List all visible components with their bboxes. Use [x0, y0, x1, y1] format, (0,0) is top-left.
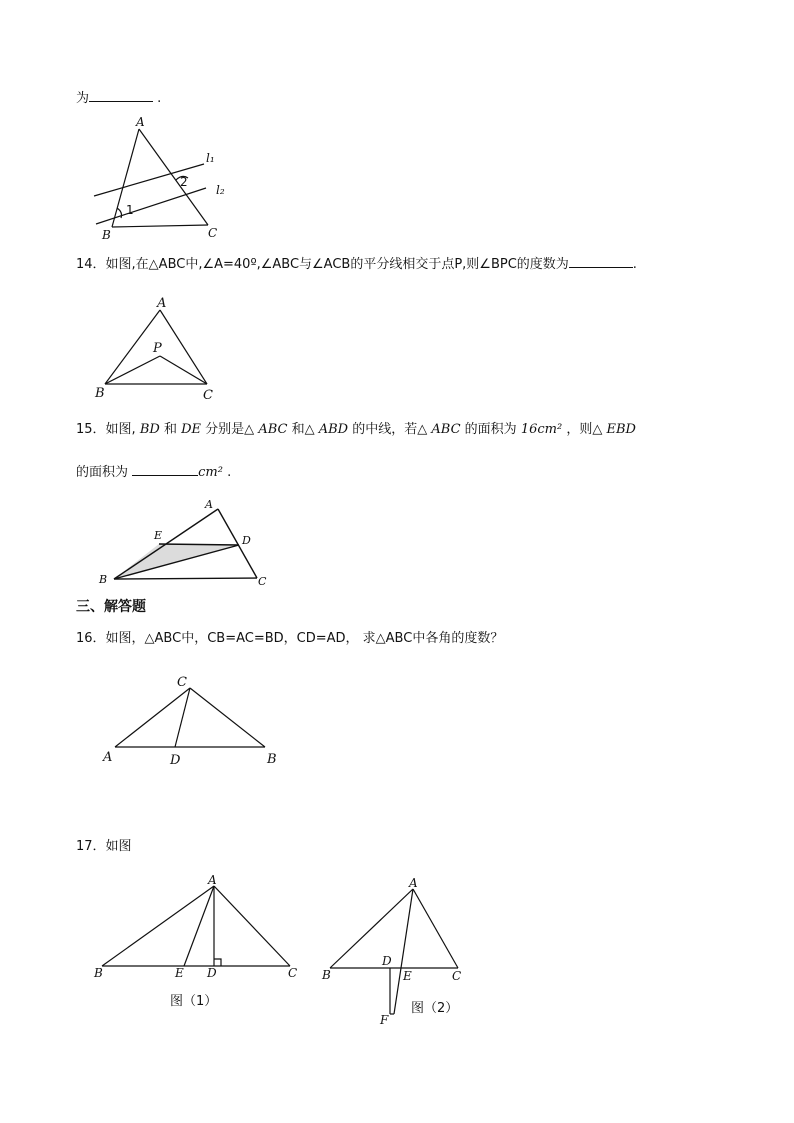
q13-line-l2 — [96, 188, 206, 224]
q15-line2-prefix: 的面积为 — [76, 465, 129, 480]
q17-figure-1 — [90, 873, 310, 983]
q15-median-de — [159, 544, 239, 545]
q14-text: 14．如图,在△ABC中,∠A=40º,∠ABC与∠ACB的平分线相交于点P,则∠BPC的度数为 — [76, 257, 569, 272]
q17f1-segment-ae — [184, 886, 214, 966]
q14-side-ac — [160, 310, 207, 384]
q15-question — [76, 421, 636, 439]
q13-suffix: . — [157, 91, 162, 106]
q14-question — [76, 255, 637, 274]
q15-label-d: D — [242, 534, 251, 547]
q16-figure — [100, 672, 300, 772]
q16-segment-cd — [175, 688, 190, 747]
q13-answer-blank[interactable] — [89, 89, 153, 102]
q17-figure-1-caption: 图（1） — [170, 994, 218, 1009]
q17f1-label-d: D — [207, 966, 217, 980]
q17f2-label-f: F — [380, 1013, 389, 1027]
q17f1-label-b: B — [94, 966, 103, 980]
q13-figure — [90, 112, 320, 242]
q13-label-a: A — [136, 115, 145, 129]
q17f1-label-e: E — [175, 966, 184, 980]
q17f2-label-d: D — [382, 954, 392, 968]
q16-label-c: C — [177, 675, 187, 690]
q14-answer-blank[interactable] — [569, 255, 633, 268]
q15-text-5: 的中线，若△ — [352, 422, 428, 437]
q15-math-abc: ABC — [258, 422, 288, 437]
q17f1-side-ac — [214, 886, 290, 966]
q17f2-label-c: C — [452, 969, 462, 983]
q15-math-ebd: EBD — [606, 422, 636, 437]
q15-math-bd: BD — [139, 422, 160, 437]
q13-label-l1: l₁ — [206, 151, 215, 165]
q15-side-bc — [114, 578, 257, 579]
q16-label-b: B — [267, 752, 277, 767]
q13-label-b: B — [102, 228, 111, 242]
q15-area-value: 16cm² — [520, 422, 563, 437]
q15-text-7: ，则△ — [566, 422, 603, 437]
q17f1-right-angle-mark — [214, 959, 221, 966]
q14-figure — [92, 296, 232, 406]
q17f2-label-e: E — [403, 969, 412, 983]
q15-text-1: 15．如图, — [76, 422, 136, 437]
q15-text-6: 的面积为 — [464, 422, 517, 437]
q15-side-ac — [218, 509, 257, 578]
q17f2-label-b: B — [322, 968, 331, 982]
q15-unit: cm² — [198, 465, 223, 480]
q14-label-b: B — [95, 386, 105, 401]
q14-segment-cp — [160, 356, 207, 384]
q17-figure-2-caption: 图（2） — [411, 1001, 459, 1016]
q17f1-side-ab — [102, 886, 214, 966]
q15-text-4: 和△ — [291, 422, 315, 437]
q14-suffix: . — [632, 257, 637, 272]
q13-label-angle2: 2 — [180, 175, 188, 189]
q14-label-p: P — [153, 341, 162, 356]
q15-figure — [96, 497, 276, 592]
q17f1-label-c: C — [288, 966, 298, 980]
q15-label-a: A — [205, 498, 213, 511]
q14-label-a: A — [157, 296, 167, 311]
q16-side-ac — [115, 688, 190, 747]
q15-math-abc-2: ABC — [431, 422, 461, 437]
q16-label-a: A — [103, 750, 113, 765]
q15-label-e: E — [154, 529, 163, 542]
q15-text-3: 分别是△ — [205, 422, 255, 437]
q13-answer-line — [76, 89, 161, 108]
q17f2-label-a: A — [409, 876, 418, 890]
q13-label-l2: l₂ — [216, 183, 225, 197]
q17f2-side-ac — [413, 889, 458, 968]
q15-label-c: C — [258, 575, 267, 588]
q13-prefix: 为 — [76, 91, 90, 106]
q15-math-de: DE — [181, 422, 202, 437]
q14-label-c: C — [203, 388, 213, 403]
q13-label-c: C — [208, 226, 218, 240]
q15-math-abd: ABD — [318, 422, 349, 437]
q17f2-segment-af — [394, 889, 413, 1014]
q16-side-bc — [190, 688, 265, 747]
q16-question: 16．如图，△ABC中，CB=AC=BD，CD=AD， 求△ABC中各角的度数？ — [76, 631, 504, 646]
q16-label-d: D — [170, 753, 181, 768]
q15-text-2: 和 — [163, 422, 177, 437]
q13-side-bc — [112, 225, 208, 227]
q15-line2-suffix: . — [227, 465, 232, 480]
q17-question: 17．如图 — [76, 839, 132, 854]
q15-label-b: B — [99, 573, 108, 586]
q13-label-angle1: 1 — [126, 203, 134, 217]
q17f1-label-a: A — [208, 873, 217, 887]
q15-answer-blank[interactable] — [132, 463, 198, 476]
q14-side-ab — [105, 310, 160, 384]
q14-segment-bp — [105, 356, 160, 384]
q15-answer-line — [76, 463, 231, 482]
q13-side-ac — [139, 129, 208, 225]
section-title: 三、解答题 — [76, 599, 146, 615]
q17f2-side-ab — [330, 889, 413, 968]
